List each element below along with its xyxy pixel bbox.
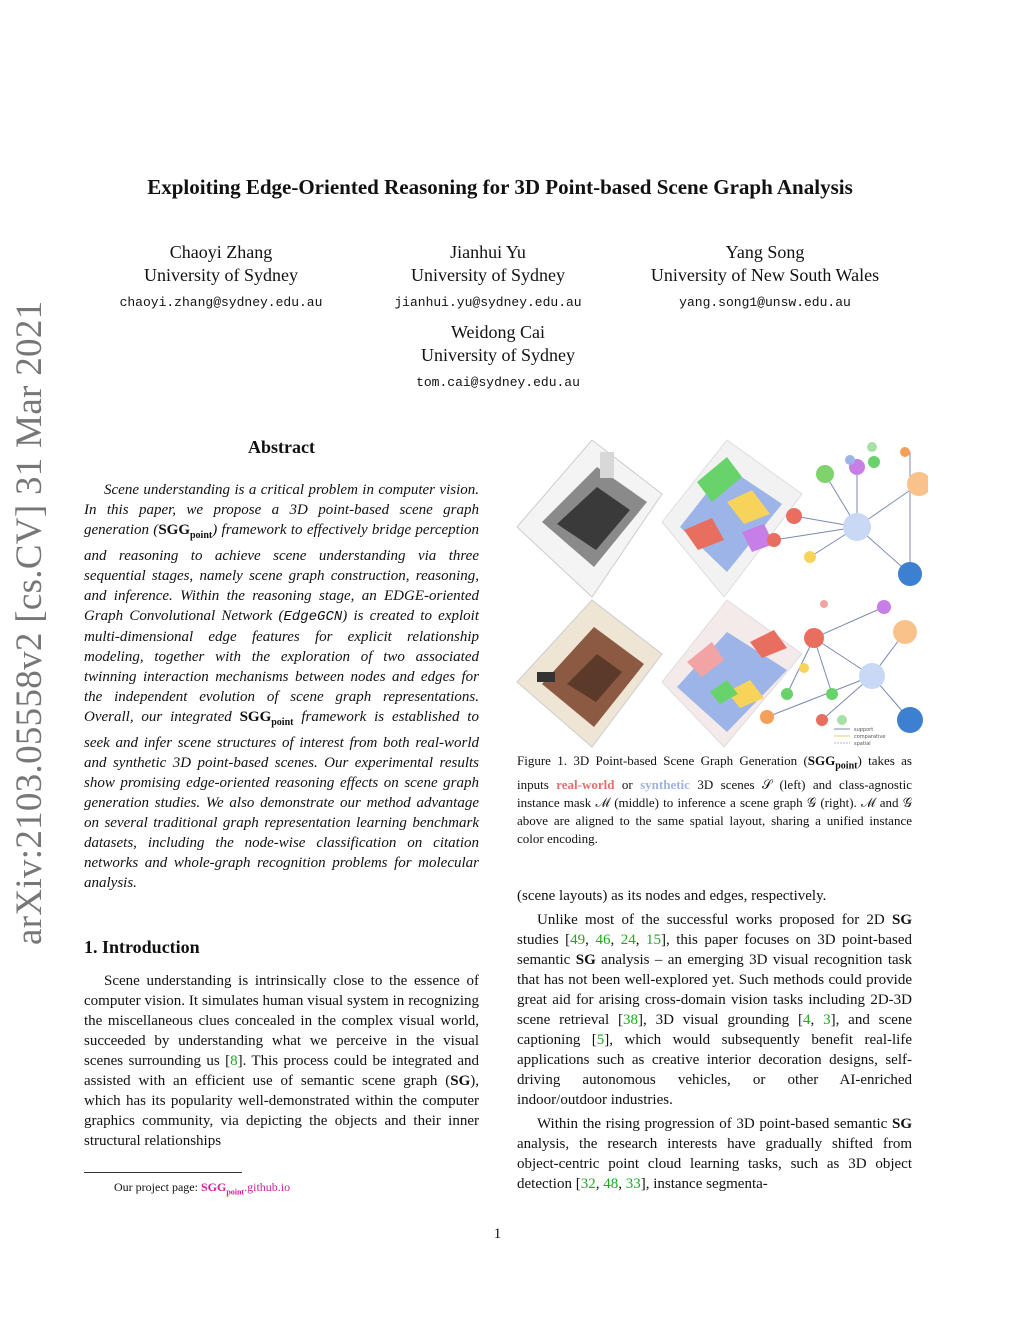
author-block-1 <box>101 241 341 314</box>
author-name: Yang Song <box>725 242 805 262</box>
svg-text:spatial: spatial <box>854 741 871 747</box>
citation-link[interactable]: 15 <box>645 932 661 948</box>
figure-1-caption: Figure 1. 3D Point-based Scene Graph Generation $(SGG_{point})$ takes as inputs real-world or synthetic 3D scenes 𝒮 (left) and class-agnostic instance mask ℳ (middle) to inference a scene graph 𝒢 (right). ℳ and 𝒢 above are aligned to the same spatial layout, sharing a unified instance color encoding. <box>517 753 912 846</box>
author-affiliation: University of Sydney <box>421 345 575 365</box>
author-name: Weidong Cai <box>450 322 546 342</box>
abstract-heading: Abstract <box>248 437 315 457</box>
edgegcn-term: EdgeGCN <box>283 609 343 625</box>
arxiv-stamp: arXiv:2103.05558v2 [cs.CV] 31 Mar 2021 <box>9 300 50 945</box>
scene-graph-1-nodes <box>767 442 928 586</box>
intro-heading: 1. Introduction <box>84 937 200 957</box>
graph-legend <box>834 727 885 747</box>
citation-link[interactable]: 5 <box>596 1032 605 1048</box>
author-name: Chaoyi Zhang <box>169 242 273 262</box>
intro-paragraph: Scene understanding is intrinsically close to the essence of computer vision. It simulates human visual system in recognizing the miscellaneous clues concealed in the complex visual world, succeeded by understanding what we perceive in the visual scenes surrounding us [8]. This process could be integrated and assisted with an efficient use of semantic scene graph (SG), which has its popularity well-demonstrated within the computer graphics community, via depicting the objects and their inner structural relationships <box>84 973 479 1149</box>
citation-link[interactable]: 48 <box>603 1176 619 1192</box>
footnote-rule <box>84 1172 242 1173</box>
author-block-2 <box>370 241 606 314</box>
citation-link[interactable]: 32 <box>580 1176 596 1192</box>
author-email[interactable]: chaoyi.zhang@sydney.edu.au <box>119 295 323 310</box>
real-world-scene <box>517 440 662 597</box>
author-block-4 <box>378 321 618 394</box>
paper-title: Exploiting Edge-Oriented Reasoning for 3D Point-based Scene Graph Analysis <box>147 175 853 199</box>
citation-link[interactable]: 49 <box>570 932 586 948</box>
citation-link[interactable]: 46 <box>595 932 611 948</box>
citation-link[interactable]: 33 <box>625 1176 641 1192</box>
page-number: 1 <box>493 1226 502 1242</box>
real-world-mask <box>662 440 802 597</box>
author-affiliation: University of New South Wales <box>650 265 880 285</box>
footnote: Our project page: $SGG_{point}.github.io$ <box>114 1180 291 1197</box>
author-affiliation: University of Sydney <box>411 265 565 285</box>
synthetic-mask <box>662 600 802 747</box>
svg-text:comparative: comparative <box>854 734 886 740</box>
author-email[interactable]: jianhui.yu@sydney.edu.au <box>394 295 582 310</box>
author-name: Jianhui Yu <box>450 242 526 262</box>
citation-link[interactable]: 38 <box>622 1012 638 1028</box>
citation-link[interactable]: 24 <box>620 932 636 948</box>
figure-1-image <box>512 432 928 750</box>
author-affiliation: University of Sydney <box>144 265 298 285</box>
abstract-body: Scene understanding is a critical problem in computer vision. In this paper, we propose a 3D point-based scene graph generation $(SGG_{point})$ framework to effectively bridge perception and reasoning to achieve scene understanding via three sequential stages, namely scene graph construction, reasoning, and inference. Within the reasoning stage, an EDGE-oriented Graph Convolutional Network (EdgeGCN) is created to exploit multi-dimensional edge features for explicit relationship modeling, together with the exploration of two associated twinning interaction mechanisms between nodes and edges for the independent evolution of scene graph representations. Overall, our integrated $SGG_{point}$ framework is established to seek and infer scene structures of interest from both real-world and synthetic 3D point-based scenes. Our experimental results show promising edge-oriented reasoning effects on scene graph generation studies. We also demonstrate our method advantage on several traditional graph representation learning benchmark datasets, including the node-wise classification on citation networks and whole-graph recognition problems for molecular analysis. <box>84 482 480 891</box>
synthetic-scene <box>517 600 662 747</box>
author-email[interactable]: tom.cai@sydney.edu.au <box>416 375 580 390</box>
project-link[interactable]: $SGG_{point}$ <box>200 1180 245 1197</box>
author-block-3 <box>626 241 904 314</box>
citation-link[interactable]: 8 <box>230 1053 238 1069</box>
right-column-text: (scene layouts) as its nodes and edges, respectively. Unlike most of the successful works proposed for 2D SG studies [49, 46, 24, 15], this paper focuses on 3D point-based semantic SG analysis – an emerging 3D visual recognition task that has not been well-explored yet. Such methods could provide great aid for arising cross-domain vision tasks including 2D-3D scene retrieval [38], 3D visual grounding [4, 3], and scene captioning [5], which would subsequently benefit real-life applications such as creative interior decoration designs, self-driving autonomous vehicles, or other AI-enriched indoor/outdoor industries. Within the rising progression of 3D point-based semantic SG analysis, the research interests have gradually shifted from object-centric point cloud learning tasks, such as 3D object detection [32, 48, 33], instance segmenta- <box>517 888 913 1192</box>
author-email[interactable]: yang.song1@unsw.edu.au <box>679 295 851 310</box>
svg-text:support: support <box>854 727 874 733</box>
citation-link[interactable]: 4 <box>802 1012 811 1028</box>
citation-link[interactable]: 3 <box>823 1012 831 1028</box>
